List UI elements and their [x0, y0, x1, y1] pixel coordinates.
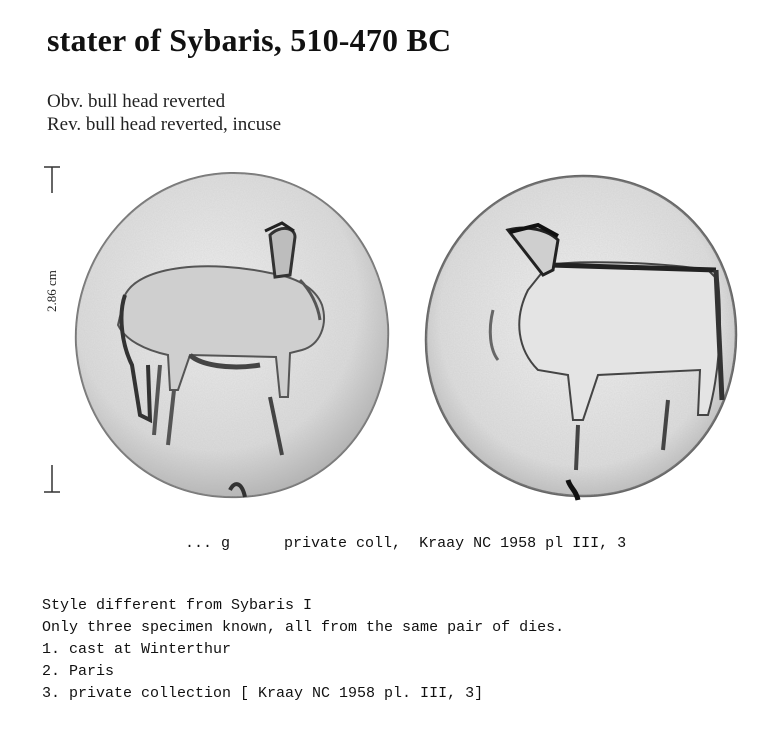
scale-bar-icon: [40, 165, 70, 500]
collection: private coll,: [284, 535, 402, 552]
scale-label: 2.86 cm: [44, 270, 59, 312]
note-line: 2. Paris: [42, 663, 115, 680]
obverse-coin-image: [70, 165, 395, 505]
note-line: 1. cast at Winterthur: [42, 641, 232, 658]
page-title: stater of Sybaris, 510-470 BC: [47, 22, 452, 58]
reverse-coin-image: [418, 170, 743, 505]
reverse-description: Rev. bull head reverted, incuse: [47, 114, 282, 135]
note-line: 3. private collection [ Kraay NC 1958 pl. III, 3]: [42, 685, 484, 702]
coin-description: [47, 90, 281, 136]
scale-bar: [40, 165, 70, 500]
citation: Kraay NC 1958 pl III, 3: [419, 535, 627, 552]
note-line: Style different from Sybaris I: [42, 597, 313, 614]
reference-line: [185, 535, 626, 552]
obverse-description: Obv. bull head reverted: [47, 91, 226, 112]
weight: ... g: [185, 535, 231, 552]
notes: [42, 595, 564, 705]
note-line: Only three specimen known, all from the same pair of dies.: [42, 619, 565, 636]
